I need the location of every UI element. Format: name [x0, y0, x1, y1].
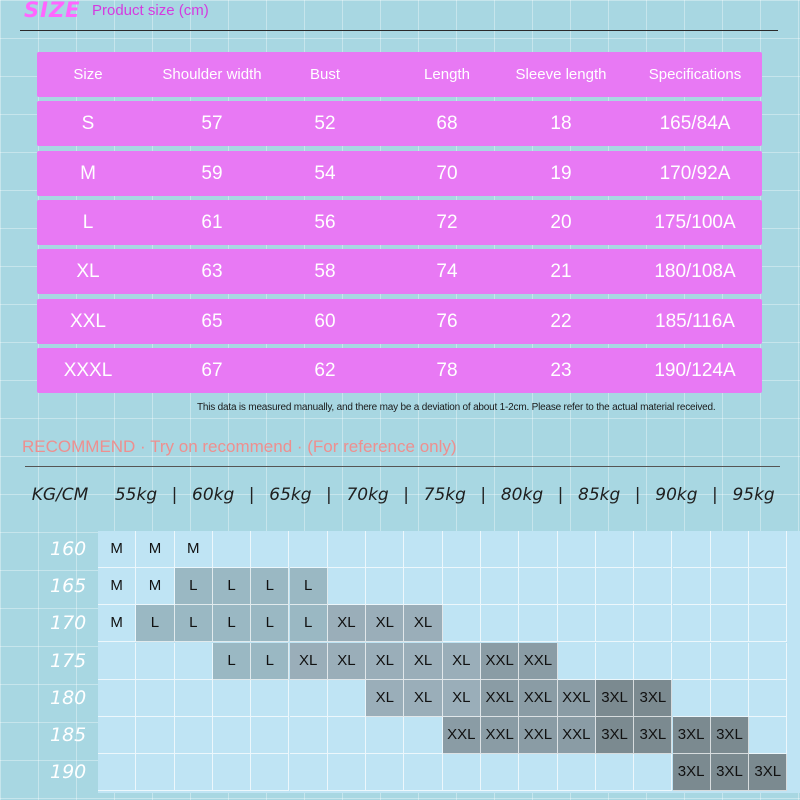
grid-cell	[711, 680, 749, 717]
grid-cell	[558, 643, 596, 680]
table-cell: XXXL	[63, 359, 113, 381]
table-cell: 63	[201, 261, 223, 283]
table-cell: 76	[436, 310, 458, 332]
weight-separator: |	[557, 485, 564, 505]
table-header-cell: Length	[424, 66, 470, 83]
grid-cell	[596, 605, 634, 642]
table-cell: M	[80, 162, 96, 184]
grid-cell	[749, 643, 787, 680]
grid-cell	[251, 717, 289, 754]
weight-label: 90kg	[655, 485, 698, 505]
grid-cell: 3XL	[673, 717, 711, 754]
grid-cell: XXL	[558, 717, 596, 754]
grid-cell: XXL	[519, 680, 557, 717]
header	[0, 0, 800, 24]
grid-cell	[558, 605, 596, 642]
grid-cell: M	[175, 531, 213, 568]
grid-cell: XXL	[558, 680, 596, 717]
measurement-note: This data is measured manually, and there may be a deviation of about 1-2cm. Please refer to the actual material received.	[197, 402, 716, 413]
grid-cell: XL	[328, 605, 366, 642]
grid-cell	[558, 531, 596, 568]
grid-cell: 3XL	[711, 717, 749, 754]
table-header-row	[37, 52, 762, 97]
table-cell: 74	[436, 261, 458, 283]
grid-cell	[519, 568, 557, 605]
table-header-cell: Bust	[309, 66, 340, 83]
grid-cell	[213, 717, 251, 754]
grid-cell	[749, 531, 787, 568]
grid-cell	[251, 680, 289, 717]
grid-cell	[175, 680, 213, 717]
grid-cell	[366, 531, 404, 568]
weight-separator: |	[248, 485, 255, 505]
grid-cell	[98, 717, 136, 754]
grid-cell	[98, 680, 136, 717]
weight-label: 75kg	[423, 485, 466, 505]
grid-cell	[175, 754, 213, 791]
grid-cell: XL	[443, 680, 481, 717]
table-cell: 165/84A	[659, 113, 731, 135]
table-row	[37, 249, 762, 294]
grid-cell: L	[251, 605, 289, 642]
grid-cell	[634, 568, 672, 605]
height-label: 165	[50, 575, 87, 598]
table-cell: 72	[436, 211, 458, 233]
grid-cell: 3XL	[749, 754, 787, 791]
table-cell: XL	[76, 261, 100, 283]
grid-cell	[328, 531, 366, 568]
recommend-title: RECOMMEND · Try on recommend · (For reference only)	[22, 437, 457, 456]
table-row	[37, 299, 762, 344]
table-cell: 54	[314, 162, 336, 184]
grid-cell: XXL	[443, 717, 481, 754]
table-row	[37, 200, 762, 245]
grid-cell	[290, 531, 328, 568]
table-cell: S	[81, 113, 95, 135]
grid-cell: M	[98, 531, 136, 568]
weight-label: 95kg	[732, 485, 775, 505]
grid-cell	[404, 568, 442, 605]
grid-cell	[749, 680, 787, 717]
grid-cell	[596, 643, 634, 680]
grid-cell: 3XL	[596, 680, 634, 717]
size-logo: SIZE	[24, 0, 81, 22]
grid-cell	[596, 531, 634, 568]
grid-cell	[519, 605, 557, 642]
grid-cell: L	[213, 643, 251, 680]
height-label: 170	[50, 612, 87, 635]
grid-cell	[481, 754, 519, 791]
grid-cell: M	[136, 568, 174, 605]
table-header-cell: Specifications	[648, 66, 742, 83]
table-cell: 65	[201, 310, 223, 332]
grid-cell	[366, 568, 404, 605]
grid-cell: XL	[443, 643, 481, 680]
grid-cell	[213, 754, 251, 791]
grid-cell	[404, 531, 442, 568]
grid-cell	[136, 680, 174, 717]
weight-label: 60kg	[192, 485, 235, 505]
grid-cell: 3XL	[711, 754, 749, 791]
weight-label: 65kg	[269, 485, 312, 505]
table-cell: 58	[314, 261, 336, 283]
table-header-cell: Shoulder width	[162, 66, 262, 83]
grid-cell: 3XL	[596, 717, 634, 754]
grid-cell	[290, 754, 328, 791]
table-cell: 21	[550, 261, 572, 283]
grid-cell: XXL	[481, 680, 519, 717]
grid-cell: L	[251, 568, 289, 605]
table-cell: 18	[550, 113, 572, 135]
grid-cell: M	[98, 605, 136, 642]
weight-separator: |	[171, 485, 178, 505]
kg-cm-label: KG/CM	[31, 485, 89, 505]
grid-cell: M	[136, 531, 174, 568]
grid-cell	[213, 531, 251, 568]
grid-cell	[481, 605, 519, 642]
grid-cell	[251, 531, 289, 568]
grid-cell: L	[136, 605, 174, 642]
grid-cell	[136, 643, 174, 680]
grid-cell	[673, 605, 711, 642]
grid-cell	[213, 680, 251, 717]
table-cell: 52	[314, 113, 336, 135]
grid-cell	[634, 605, 672, 642]
grid-cell	[711, 568, 749, 605]
grid-cell	[481, 531, 519, 568]
grid-cell	[749, 605, 787, 642]
grid-cell: XXL	[519, 643, 557, 680]
grid-cell	[673, 531, 711, 568]
height-label: 175	[50, 649, 87, 672]
grid-cell	[519, 531, 557, 568]
table-cell: 180/108A	[654, 261, 736, 283]
grid-cell	[251, 754, 289, 791]
grid-cell	[328, 754, 366, 791]
grid-cell	[290, 680, 328, 717]
grid-cell	[136, 717, 174, 754]
grid-cell	[634, 643, 672, 680]
weight-separator: |	[712, 485, 718, 505]
grid-cell: L	[213, 568, 251, 605]
grid-cell	[136, 754, 174, 791]
grid-cell	[749, 717, 787, 754]
grid-cell	[366, 754, 404, 791]
table-cell: 68	[436, 113, 458, 135]
grid-cell	[711, 643, 749, 680]
table-header-cell: Size	[73, 66, 103, 83]
grid-cell	[328, 717, 366, 754]
height-label: 190	[50, 761, 87, 784]
grid-cell	[558, 754, 596, 791]
table-cell: 185/116A	[655, 310, 735, 332]
table-cell: 61	[201, 211, 223, 233]
grid-cell: L	[290, 568, 328, 605]
table-cell: 170/92A	[659, 162, 731, 184]
grid-cell: XL	[290, 643, 328, 680]
grid-cell: XL	[404, 643, 442, 680]
table-cell: XXL	[70, 310, 106, 332]
weight-header	[25, 482, 785, 508]
grid-cell: 3XL	[673, 754, 711, 791]
grid-cell	[175, 717, 213, 754]
grid-cell: XL	[366, 605, 404, 642]
grid-cell	[175, 643, 213, 680]
weight-label: 70kg	[346, 485, 389, 505]
table-cell: 19	[550, 162, 572, 184]
grid-cell	[749, 568, 787, 605]
table-cell: 23	[550, 359, 572, 381]
grid-cell	[443, 754, 481, 791]
grid-cell	[443, 531, 481, 568]
recommend-divider	[25, 466, 780, 467]
grid-cell	[673, 643, 711, 680]
grid-cell	[558, 568, 596, 605]
weight-label: 80kg	[500, 485, 544, 505]
grid-cell	[596, 568, 634, 605]
grid-cell: L	[175, 605, 213, 642]
table-cell: 67	[201, 359, 223, 381]
table-cell: 78	[436, 359, 458, 381]
table-cell: 22	[550, 310, 572, 332]
grid-cell	[481, 568, 519, 605]
grid-cell: 3XL	[634, 717, 672, 754]
table-cell: 175/100A	[654, 211, 736, 233]
grid-cell: XL	[328, 643, 366, 680]
grid-cell: L	[251, 643, 289, 680]
height-label: 160	[50, 538, 87, 560]
grid-cell	[634, 531, 672, 568]
weight-separator: |	[634, 485, 641, 505]
grid-cell	[98, 754, 136, 791]
table-row	[37, 348, 762, 393]
table-cell: 70	[436, 162, 458, 184]
grid-cell	[404, 717, 442, 754]
grid-cell: XL	[366, 643, 404, 680]
grid-cell	[98, 643, 136, 680]
table-header-cell: Sleeve length	[515, 66, 607, 83]
grid-cell: XXL	[519, 717, 557, 754]
height-label: 185	[50, 724, 87, 746]
grid-cell	[711, 605, 749, 642]
weight-separator: |	[326, 485, 332, 505]
grid-cell: XXL	[481, 643, 519, 680]
grid-cell: 3XL	[634, 680, 672, 717]
table-cell: 20	[550, 211, 572, 233]
grid-cell	[443, 605, 481, 642]
grid-cell	[711, 531, 749, 568]
table-row	[37, 101, 762, 146]
weight-separator: |	[480, 485, 487, 505]
table-cell: L	[82, 211, 94, 233]
grid-cell: XL	[404, 680, 442, 717]
grid-cell	[596, 754, 634, 791]
weight-label: 55kg	[114, 485, 158, 505]
table-cell: 60	[314, 310, 336, 332]
weight-label: 85kg	[578, 485, 621, 505]
grid-cell	[328, 680, 366, 717]
grid-cell	[366, 717, 404, 754]
grid-cell	[519, 754, 557, 791]
grid-cell: L	[175, 568, 213, 605]
weight-separator: |	[403, 485, 409, 505]
grid-cell: L	[290, 605, 328, 642]
table-cell: 59	[201, 162, 223, 184]
grid-cell: M	[98, 568, 136, 605]
table-cell: 57	[201, 113, 223, 135]
table-cell: 56	[314, 211, 336, 233]
product-size-subtitle: Product size (cm)	[92, 2, 209, 19]
grid-cell	[443, 568, 481, 605]
height-label: 180	[50, 686, 87, 709]
header-divider	[20, 30, 778, 31]
table-row	[37, 151, 762, 196]
grid-cell	[404, 754, 442, 791]
grid-cell	[634, 754, 672, 791]
grid-cell	[673, 680, 711, 717]
grid-cell: XXL	[481, 717, 519, 754]
grid-cell: XL	[366, 680, 404, 717]
grid-cell	[673, 568, 711, 605]
table-cell: 190/124A	[654, 359, 736, 381]
grid-cell: L	[213, 605, 251, 642]
table-cell: 62	[314, 359, 336, 381]
grid-cell	[290, 717, 328, 754]
grid-cell	[328, 568, 366, 605]
grid-cell: XL	[404, 605, 442, 642]
